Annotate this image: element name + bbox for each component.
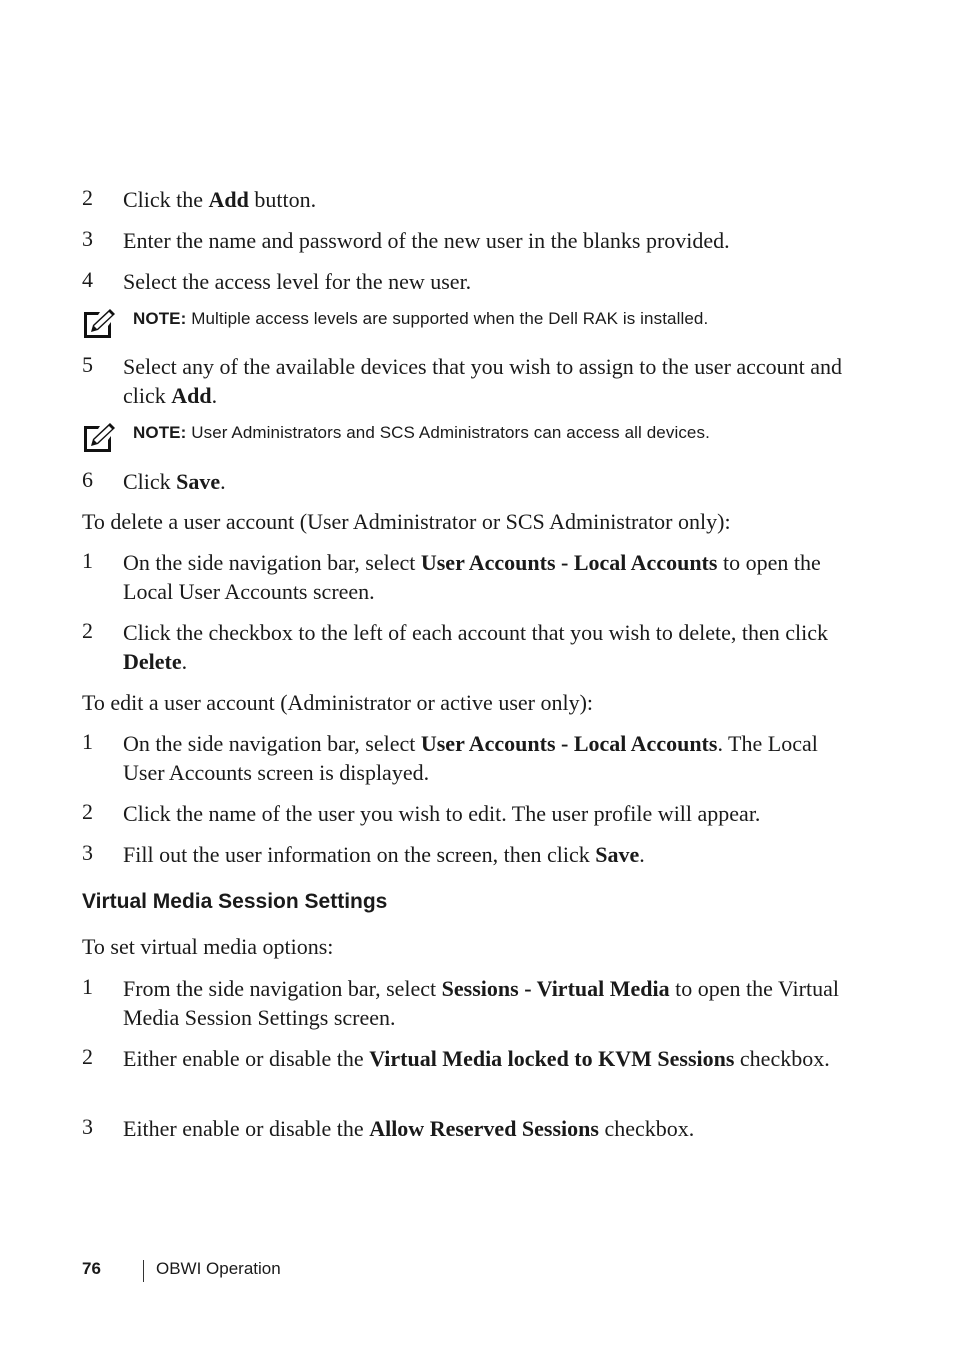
paragraph: To delete a user account (User Administrator or SCS Administrator only): — [82, 509, 731, 534]
step-text: Either enable or disable the Virtual Media locked to KVM Sessions checkbox. — [123, 1046, 830, 1071]
step-text: Fill out the user information on the screen, then click Save. — [123, 842, 645, 867]
paragraph: To edit a user account (Administrator or active user only): — [82, 690, 594, 715]
section-heading: Virtual Media Session Settings — [82, 890, 388, 913]
step-number: 2 — [82, 799, 93, 824]
step-text: Click the name of the user you wish to edit. The user profile will appear. — [123, 801, 761, 826]
step-text: Click the checkbox to the left of each account that you wish to delete, then click Delete. — [123, 620, 828, 674]
step-number: 3 — [82, 840, 93, 865]
step-number: 2 — [82, 1044, 93, 1069]
step-number: 2 — [82, 185, 93, 210]
pencil-note-icon — [82, 422, 116, 454]
footer-section-title: OBWI Operation — [156, 1259, 281, 1278]
note — [82, 422, 862, 456]
page-number: 76 — [82, 1259, 101, 1278]
step-text: Select any of the available devices that you wish to assign to the user account and click Add. — [123, 354, 843, 408]
step-number: 6 — [82, 467, 93, 492]
step-number: 2 — [82, 618, 93, 643]
step-text: Click Save. — [123, 469, 226, 494]
pencil-note-icon — [82, 308, 116, 340]
step-number: 5 — [82, 352, 93, 377]
step-text: On the side navigation bar, select User Accounts - Local Accounts. The Local User Accounts screen is displayed. — [123, 731, 818, 785]
step-text: Select the access level for the new user. — [123, 269, 472, 294]
step-text: Enter the name and password of the new user in the blanks provided. — [123, 228, 730, 253]
note — [82, 308, 862, 342]
step-text: From the side navigation bar, select Sessions - Virtual Media to open the Virtual Media Session Settings screen. — [123, 976, 839, 1030]
note-text: NOTE: Multiple access levels are supported when the Dell RAK is installed. — [133, 309, 709, 328]
step-number: 4 — [82, 267, 93, 292]
step-text: Click the Add button. — [123, 187, 317, 212]
step-text: Either enable or disable the Allow Reserved Sessions checkbox. — [123, 1116, 695, 1141]
step-number: 3 — [82, 1114, 93, 1139]
step-number: 1 — [82, 729, 93, 754]
step-number: 3 — [82, 226, 93, 251]
note-text: NOTE: User Administrators and SCS Administrators can access all devices. — [133, 423, 710, 442]
footer-divider — [143, 1260, 144, 1282]
paragraph: To set virtual media options: — [82, 934, 334, 959]
step-number: 1 — [82, 548, 93, 573]
step-number: 1 — [82, 974, 93, 999]
step-text: On the side navigation bar, select User Accounts - Local Accounts to open the Local User Accounts screen. — [123, 550, 821, 604]
